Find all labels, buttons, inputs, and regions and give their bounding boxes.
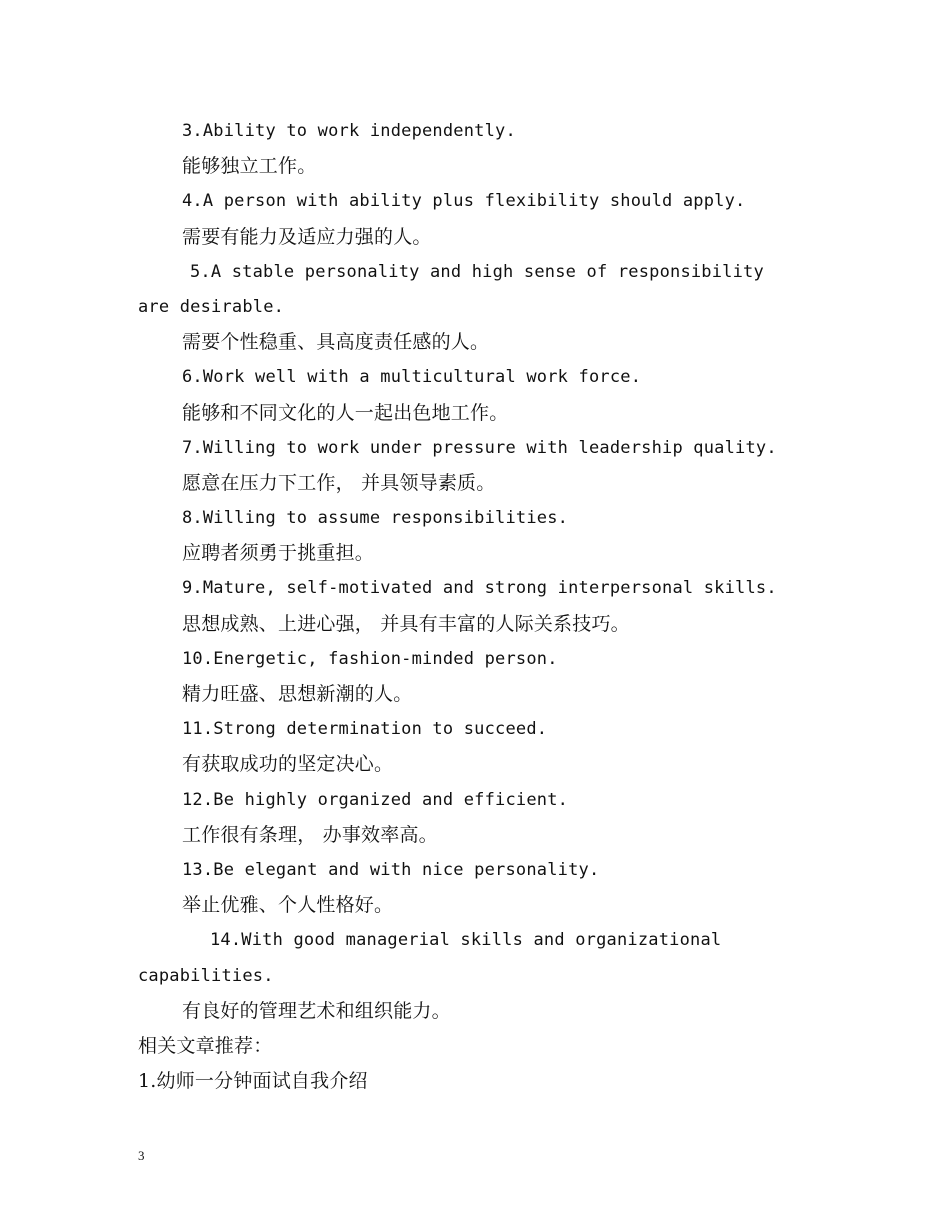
english-sentence: 9.Mature, self-motivated and strong interpersonal skills.: [182, 578, 777, 599]
chinese-translation: 思想成熟、上进心强， 并具有丰富的人际关系技巧。: [182, 612, 630, 635]
english-sentence: 12.Be highly organized and efficient.: [182, 789, 569, 810]
english-sentence: 14.With good managerial skills and organizational: [210, 930, 722, 951]
chinese-translation: 能够独立工作。: [182, 155, 317, 178]
chinese-translation: 需要有能力及适应力强的人。: [182, 225, 432, 248]
chinese-translation: 有获取成功的坚定决心。: [182, 753, 394, 776]
chinese-translation: 能够和不同文化的人一起出色地工作。: [182, 401, 509, 424]
english-sentence-continuation: capabilities.: [138, 965, 274, 986]
page-number: 3: [138, 1148, 145, 1163]
chinese-translation: 愿意在压力下工作， 并具领导素质。: [182, 471, 496, 494]
english-sentence: 4.A person with ability plus flexibility should apply.: [182, 191, 746, 212]
english-sentence: 13.Be elegant and with nice personality.: [182, 859, 600, 880]
chinese-translation: 有良好的管理艺术和组织能力。: [182, 999, 451, 1022]
english-sentence: 10.Energetic, fashion-minded person.: [182, 648, 558, 669]
chinese-translation: 需要个性稳重、具高度责任感的人。: [182, 331, 490, 354]
chinese-translation: 应聘者须勇于挑重担。: [182, 542, 375, 565]
page-content: [138, 114, 812, 1099]
english-sentence-continuation: are desirable.: [138, 296, 285, 317]
english-sentence: 8.Willing to assume responsibilities.: [182, 508, 569, 529]
chinese-translation: 工作很有条理， 办事效率高。: [182, 823, 438, 846]
chinese-translation: 举止优雅、个人性格好。: [182, 894, 394, 917]
english-sentence: 6.Work well with a multicultural work force.: [182, 367, 642, 388]
english-sentence: 11.Strong determination to succeed.: [182, 719, 548, 740]
related-article-item: 1.幼师一分钟面试自我介绍: [138, 1070, 368, 1093]
english-sentence: 3.Ability to work independently.: [182, 121, 516, 141]
chinese-translation: 精力旺盛、思想新潮的人。: [182, 683, 413, 705]
english-sentence: 7.Willing to work under pressure with leadership quality.: [182, 437, 777, 458]
related-articles-heading: 相关文章推荐：: [138, 1034, 273, 1057]
english-sentence: 5.A stable personality and high sense of responsibility: [190, 261, 764, 282]
